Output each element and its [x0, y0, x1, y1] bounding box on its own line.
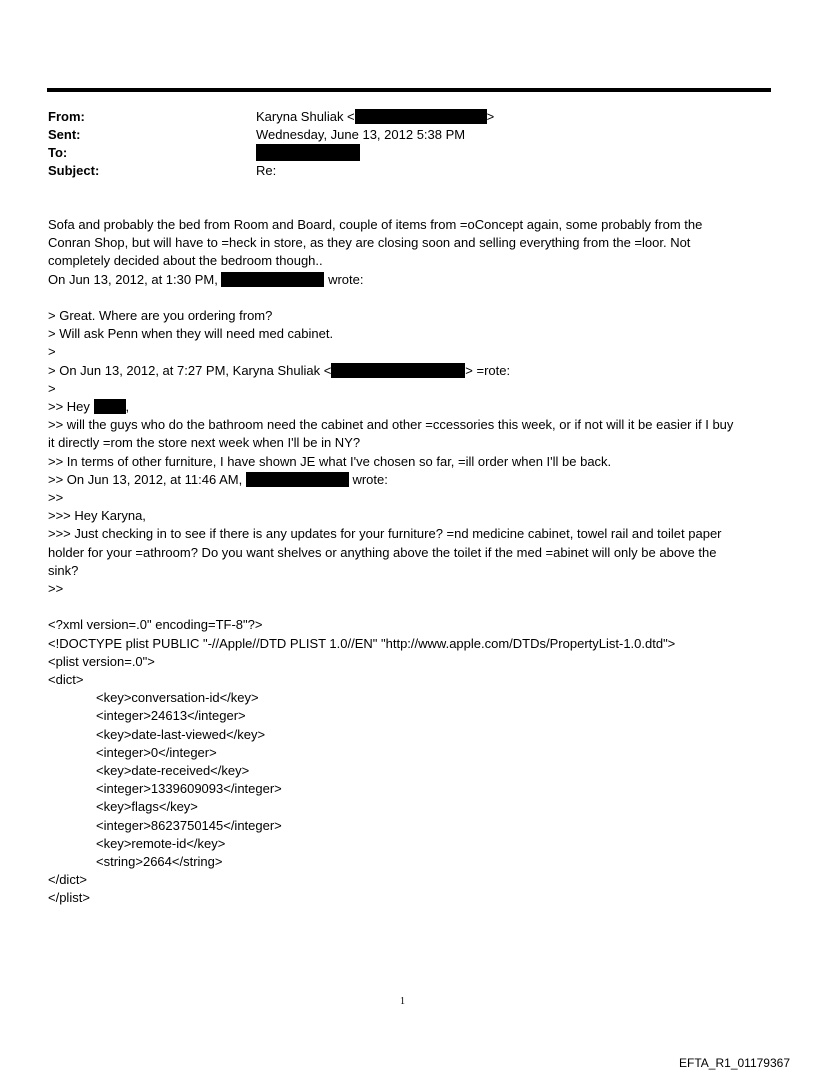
plist-line: <!DOCTYPE plist PUBLIC "-//Apple//DTD PLIST 1.0//EN" "http://www.apple.com/DTDs/PropertyList-1.0.dtd">: [48, 635, 676, 651]
body-line: >>> Hey Karyna,: [48, 508, 146, 524]
body-line: >> will the guys who do the bathroom need the cabinet and other =ccessories this week, or if not will it be easier if I buy: [48, 417, 734, 433]
email-body: [48, 216, 772, 908]
redaction-box: [355, 109, 487, 124]
body-line: [48, 398, 772, 416]
from-value: [256, 108, 494, 126]
body-line: it directly =rom the store next week when I'll be in NY?: [48, 435, 361, 451]
body-text: On Jun 13, 2012, at 1:30 PM,: [48, 271, 218, 287]
to-label: To:: [48, 145, 68, 160]
sent-value: Wednesday, June 13, 2012 5:38 PM: [256, 127, 466, 142]
document-id: EFTA_R1_01179367: [679, 1056, 790, 1070]
from-name: Karyna Shuliak <: [256, 109, 355, 124]
plist-line: <key>date-received</key>: [96, 763, 250, 779]
body-line: > Will ask Penn when they will need med cabinet.: [48, 326, 334, 342]
body-line: > Great. Where are you ordering from?: [48, 308, 273, 323]
redaction-box: [221, 272, 324, 287]
subject-label: Subject:: [48, 163, 100, 178]
body-text: wrote:: [328, 271, 364, 287]
plist-line: <key>remote-id</key>: [96, 835, 226, 851]
plist-line: <string>2664</string>: [96, 854, 223, 870]
body-line: >>> Just checking in to see if there is any updates for your furniture? =nd medicine cabinet, towel rail and toilet paper: [48, 526, 722, 542]
plist-line: <integer>24613</integer>: [96, 708, 246, 724]
body-line: [48, 271, 772, 289]
body-text: > =rote:: [465, 362, 511, 378]
body-text: wrote:: [352, 471, 388, 487]
plist-line: <integer>1339609093</integer>: [96, 781, 282, 797]
plist-line: <dict>: [48, 672, 84, 688]
plist-line: </dict>: [48, 872, 88, 888]
body-line: >>: [48, 581, 64, 597]
body-line: >: [48, 380, 56, 396]
body-text: > On Jun 13, 2012, at 7:27 PM, Karyna Shuliak <: [48, 362, 332, 378]
from-close: >: [486, 109, 495, 124]
from-label: From:: [48, 109, 85, 124]
redaction-box: [94, 399, 126, 414]
body-text: ,: [125, 399, 130, 415]
plist-line: <integer>0</integer>: [96, 744, 217, 760]
plist-line: <integer>8623750145</integer>: [96, 817, 282, 833]
body-line: completely decided about the bedroom though..: [48, 253, 323, 269]
subject-value: Re:: [256, 163, 277, 178]
body-text: >> Hey: [48, 399, 90, 415]
redaction-box: [331, 363, 465, 378]
plist-line: <?xml version=.0" encoding=TF-8"?>: [48, 617, 263, 633]
body-line: [48, 471, 772, 489]
body-line: >> In terms of other furniture, I have shown JE what I've chosen so far, =ill order when I'll be back.: [48, 453, 612, 469]
to-value: [256, 144, 360, 163]
redaction-box: [256, 144, 360, 161]
sent-label: Sent:: [48, 127, 81, 142]
plist-line: <plist version=.0">: [48, 653, 155, 669]
blank-line: [48, 289, 772, 307]
redaction-box: [246, 472, 349, 487]
plist-line: <key>date-last-viewed</key>: [96, 726, 266, 742]
page-number: 1: [400, 996, 405, 1007]
body-text: >> On Jun 13, 2012, at 11:46 AM,: [48, 471, 243, 487]
blank-line: [48, 598, 772, 616]
body-line: >>: [48, 490, 64, 506]
header-rule: [47, 88, 771, 92]
body-line: holder for your =athroom? Do you want shelves or anything above the toilet if the med =abinet will only be above the: [48, 544, 717, 560]
body-line: Sofa and probably the bed from Room and Board, couple of items from =oConcept again, some probably from the: [48, 217, 703, 232]
body-line: sink?: [48, 562, 79, 578]
body-line: >: [48, 344, 56, 360]
body-line: Conran Shop, but will have to =heck in store, as they are closing soon and selling everything from the =loor. Not: [48, 235, 691, 251]
body-line: [48, 362, 772, 380]
plist-line: <key>flags</key>: [96, 799, 198, 815]
plist-line: </plist>: [48, 890, 90, 906]
plist-line: <key>conversation-id</key>: [96, 690, 259, 706]
